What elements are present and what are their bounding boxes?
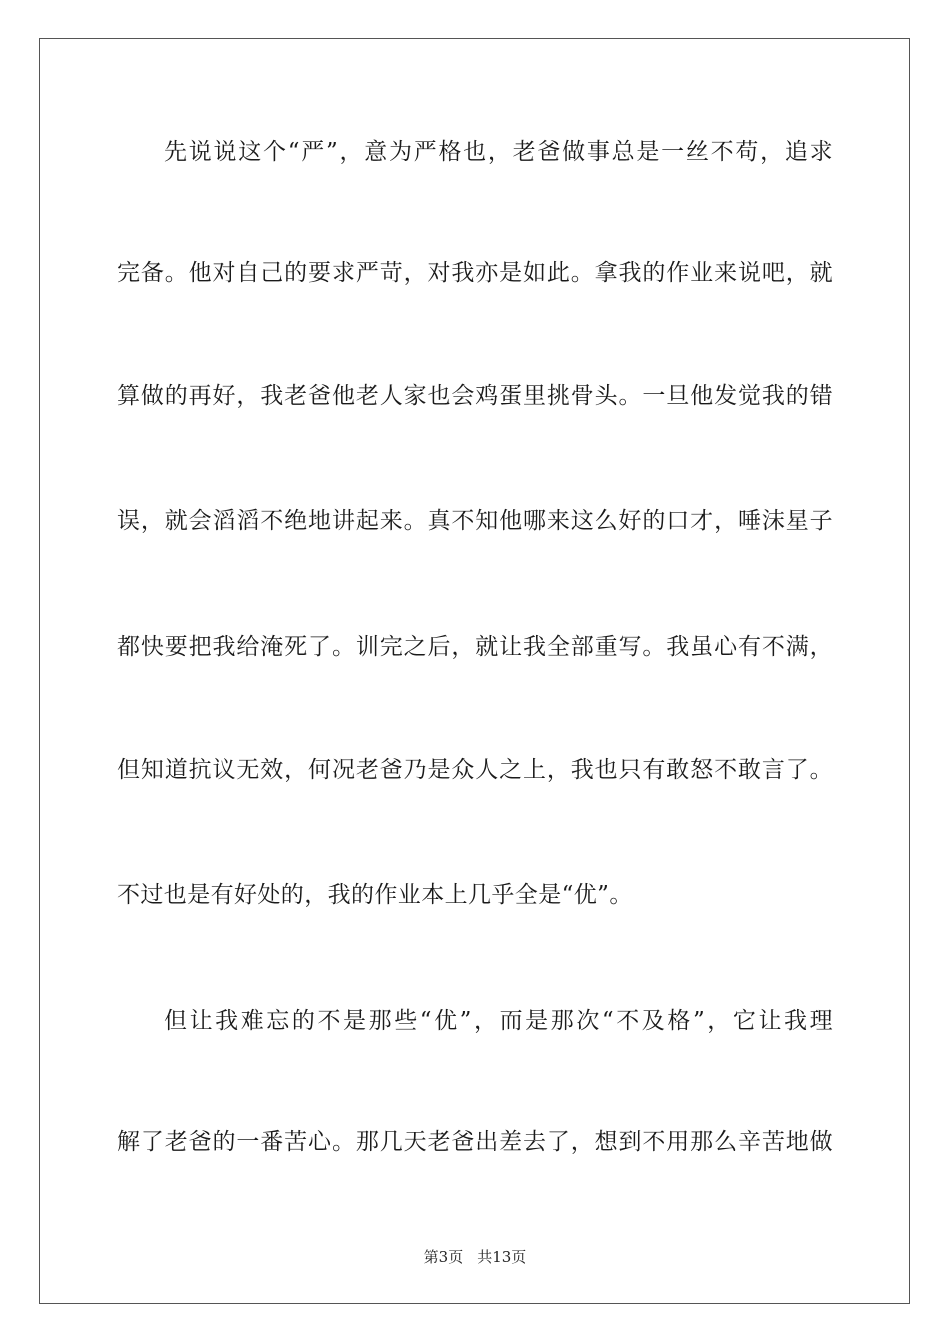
paragraph-line: 完备。他对自己的要求严苛，对我亦是如此。拿我的作业来说吧，就 — [117, 260, 833, 286]
paragraph-line: 都快要把我给淹死了。训完之后，就让我全部重写。我虽心有不满， — [117, 634, 833, 660]
page-border — [39, 38, 910, 1304]
paragraph-line: 误，就会滔滔不绝地讲起来。真不知他哪来这么好的口才，唾沫星子 — [117, 508, 833, 534]
page-number: 第3页 — [423, 1248, 464, 1266]
paragraph-line: 算做的再好，我老爸他老人家也会鸡蛋里挑骨头。一旦他发觉我的错 — [117, 383, 833, 409]
paragraph-line: 解了老爸的一番苦心。那几天老爸出差去了，想到不用那么辛苦地做 — [117, 1129, 833, 1155]
paragraph-line: 先说说这个“严”，意为严格也，老爸做事总是一丝不苟，追求 — [164, 139, 833, 165]
page-total: 共13页 — [477, 1248, 527, 1266]
page-footer — [0, 1247, 950, 1267]
paragraph-line: 但知道抗议无效，何况老爸乃是众人之上，我也只有敢怒不敢言了。 — [117, 757, 833, 783]
paragraph-line: 但让我难忘的不是那些“优”，而是那次“不及格”，它让我理 — [164, 1008, 833, 1034]
paragraph-line: 不过也是有好处的，我的作业本上几乎全是“优”。 — [117, 882, 633, 908]
